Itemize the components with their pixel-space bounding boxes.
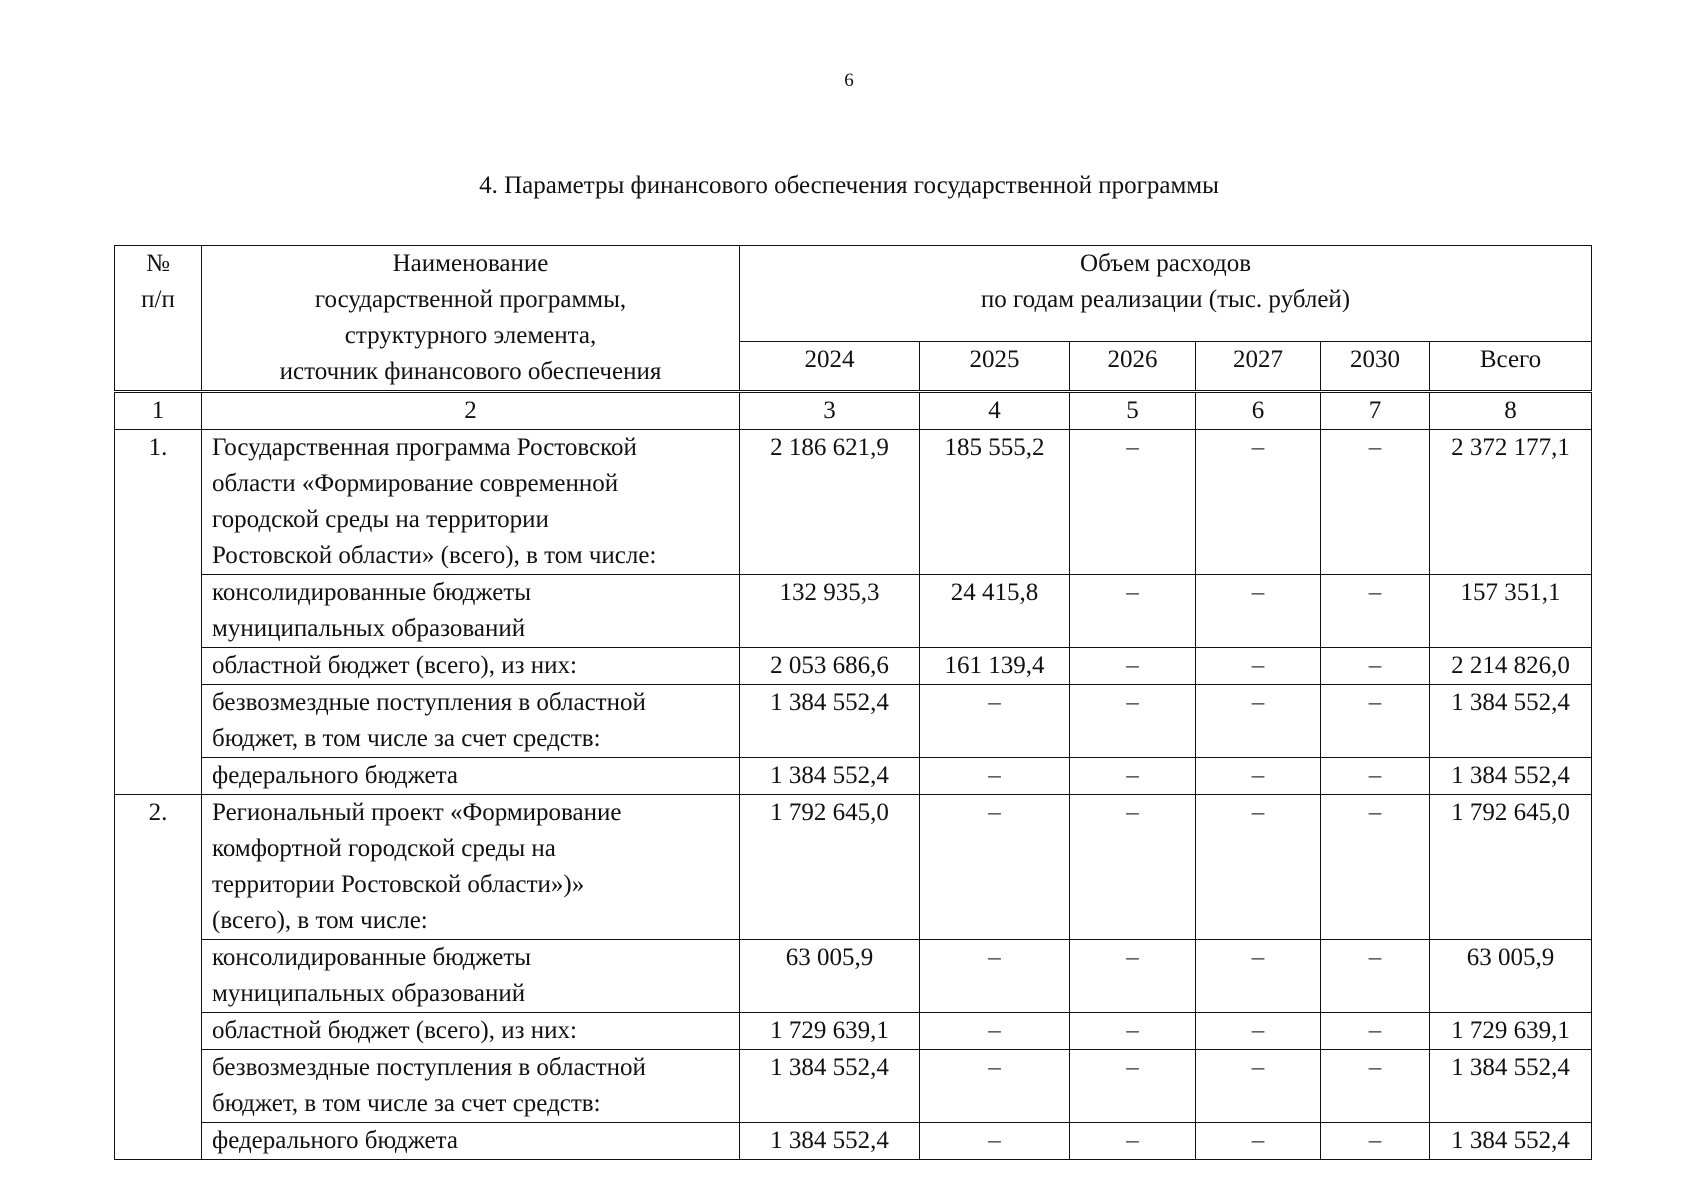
value-cell: 1 384 552,4 <box>740 758 920 795</box>
table-row <box>115 1013 1592 1050</box>
row-name: федерального бюджета <box>202 1123 740 1160</box>
row-name: федерального бюджета <box>202 758 740 795</box>
header-year: 2030 <box>1321 342 1430 392</box>
value-cell: – <box>1196 685 1321 758</box>
row-number: 1. <box>115 430 202 795</box>
page-number: 6 <box>844 70 854 91</box>
table-body <box>115 246 1592 1160</box>
value-cell: 24 415,8 <box>920 575 1070 648</box>
value-cell: 1 792 645,0 <box>1430 795 1592 940</box>
column-number: 6 <box>1196 392 1321 430</box>
value-cell: – <box>1070 1013 1196 1050</box>
value-cell: – <box>1321 1123 1430 1160</box>
value-cell: 2 053 686,6 <box>740 648 920 685</box>
value-cell: – <box>1321 940 1430 1013</box>
value-cell: 2 186 621,9 <box>740 430 920 575</box>
value-cell: 1 384 552,4 <box>1430 1050 1592 1123</box>
value-cell: – <box>1196 1050 1321 1123</box>
header-volume: Объем расходов по годам реализации (тыс. рублей) <box>740 246 1592 342</box>
table-row <box>115 1050 1592 1123</box>
value-cell: – <box>1321 1013 1430 1050</box>
value-cell: – <box>920 758 1070 795</box>
value-cell: 1 384 552,4 <box>1430 1123 1592 1160</box>
column-number: 5 <box>1070 392 1196 430</box>
financing-table <box>114 245 1592 1160</box>
row-name: Региональный проект «Формирование комфортной городской среды на территории Ростовской области»)» (всего), в том числе: <box>202 795 740 940</box>
value-cell: – <box>920 1123 1070 1160</box>
value-cell: 161 139,4 <box>920 648 1070 685</box>
value-cell: 185 555,2 <box>920 430 1070 575</box>
value-cell: – <box>1070 1123 1196 1160</box>
header-year: 2027 <box>1196 342 1321 392</box>
value-cell: – <box>1070 430 1196 575</box>
value-cell: 1 729 639,1 <box>740 1013 920 1050</box>
row-name: безвозмездные поступления в областной бюджет, в том числе за счет средств: <box>202 1050 740 1123</box>
value-cell: – <box>920 795 1070 940</box>
value-cell: – <box>1196 1123 1321 1160</box>
value-cell: 1 729 639,1 <box>1430 1013 1592 1050</box>
table-row <box>115 1123 1592 1160</box>
row-name: консолидированные бюджеты муниципальных образований <box>202 940 740 1013</box>
header-total: Всего <box>1430 342 1592 392</box>
value-cell: – <box>1321 685 1430 758</box>
table-row <box>115 795 1592 940</box>
value-cell: – <box>1196 575 1321 648</box>
value-cell: – <box>920 940 1070 1013</box>
header-year: 2025 <box>920 342 1070 392</box>
column-numbers-row <box>115 392 1592 430</box>
value-cell: – <box>1070 1050 1196 1123</box>
value-cell: – <box>1321 1050 1430 1123</box>
row-name: консолидированные бюджеты муниципальных образований <box>202 575 740 648</box>
value-cell: 132 935,3 <box>740 575 920 648</box>
header-year: 2024 <box>740 342 920 392</box>
value-cell: 1 384 552,4 <box>1430 685 1592 758</box>
value-cell: 1 384 552,4 <box>740 1123 920 1160</box>
value-cell: – <box>1070 758 1196 795</box>
value-cell: – <box>1321 648 1430 685</box>
header-name: Наименование государственной программы, структурного элемента, источник финансового обеспечения <box>202 246 740 392</box>
value-cell: 1 384 552,4 <box>740 685 920 758</box>
value-cell: 1 792 645,0 <box>740 795 920 940</box>
header-no: № п/п <box>115 246 202 392</box>
value-cell: 1 384 552,4 <box>740 1050 920 1123</box>
table-row <box>115 685 1592 758</box>
value-cell: 1 384 552,4 <box>1430 758 1592 795</box>
value-cell: – <box>920 1050 1070 1123</box>
value-cell: – <box>1196 940 1321 1013</box>
value-cell: 2 372 177,1 <box>1430 430 1592 575</box>
column-number: 8 <box>1430 392 1592 430</box>
table-row <box>115 758 1592 795</box>
value-cell: – <box>1196 648 1321 685</box>
value-cell: – <box>1321 575 1430 648</box>
column-number: 3 <box>740 392 920 430</box>
value-cell: – <box>1196 795 1321 940</box>
value-cell: – <box>1070 795 1196 940</box>
column-number: 7 <box>1321 392 1430 430</box>
value-cell: 63 005,9 <box>1430 940 1592 1013</box>
header-row <box>115 246 1592 342</box>
row-name: Государственная программа Ростовской области «Формирование современной городской среды на территории Ростовской области» (всего), в том числе: <box>202 430 740 575</box>
value-cell: – <box>1196 430 1321 575</box>
value-cell: – <box>1070 648 1196 685</box>
value-cell: – <box>1070 575 1196 648</box>
value-cell: – <box>1321 758 1430 795</box>
header-year: 2026 <box>1070 342 1196 392</box>
row-name: безвозмездные поступления в областной бюджет, в том числе за счет средств: <box>202 685 740 758</box>
table-row <box>115 575 1592 648</box>
column-number: 2 <box>202 392 740 430</box>
column-number: 4 <box>920 392 1070 430</box>
row-number: 2. <box>115 795 202 1160</box>
value-cell: – <box>920 1013 1070 1050</box>
table-row <box>115 648 1592 685</box>
value-cell: – <box>1070 940 1196 1013</box>
table-row <box>115 940 1592 1013</box>
value-cell: – <box>1196 1013 1321 1050</box>
table-row <box>115 430 1592 575</box>
section-title: 4. Параметры финансового обеспечения государственной программы <box>479 172 1219 199</box>
value-cell: 2 214 826,0 <box>1430 648 1592 685</box>
value-cell: – <box>1321 795 1430 940</box>
value-cell: 63 005,9 <box>740 940 920 1013</box>
value-cell: – <box>1196 758 1321 795</box>
value-cell: 157 351,1 <box>1430 575 1592 648</box>
value-cell: – <box>920 685 1070 758</box>
column-number: 1 <box>115 392 202 430</box>
row-name: областной бюджет (всего), из них: <box>202 1013 740 1050</box>
row-name: областной бюджет (всего), из них: <box>202 648 740 685</box>
value-cell: – <box>1321 430 1430 575</box>
value-cell: – <box>1070 685 1196 758</box>
